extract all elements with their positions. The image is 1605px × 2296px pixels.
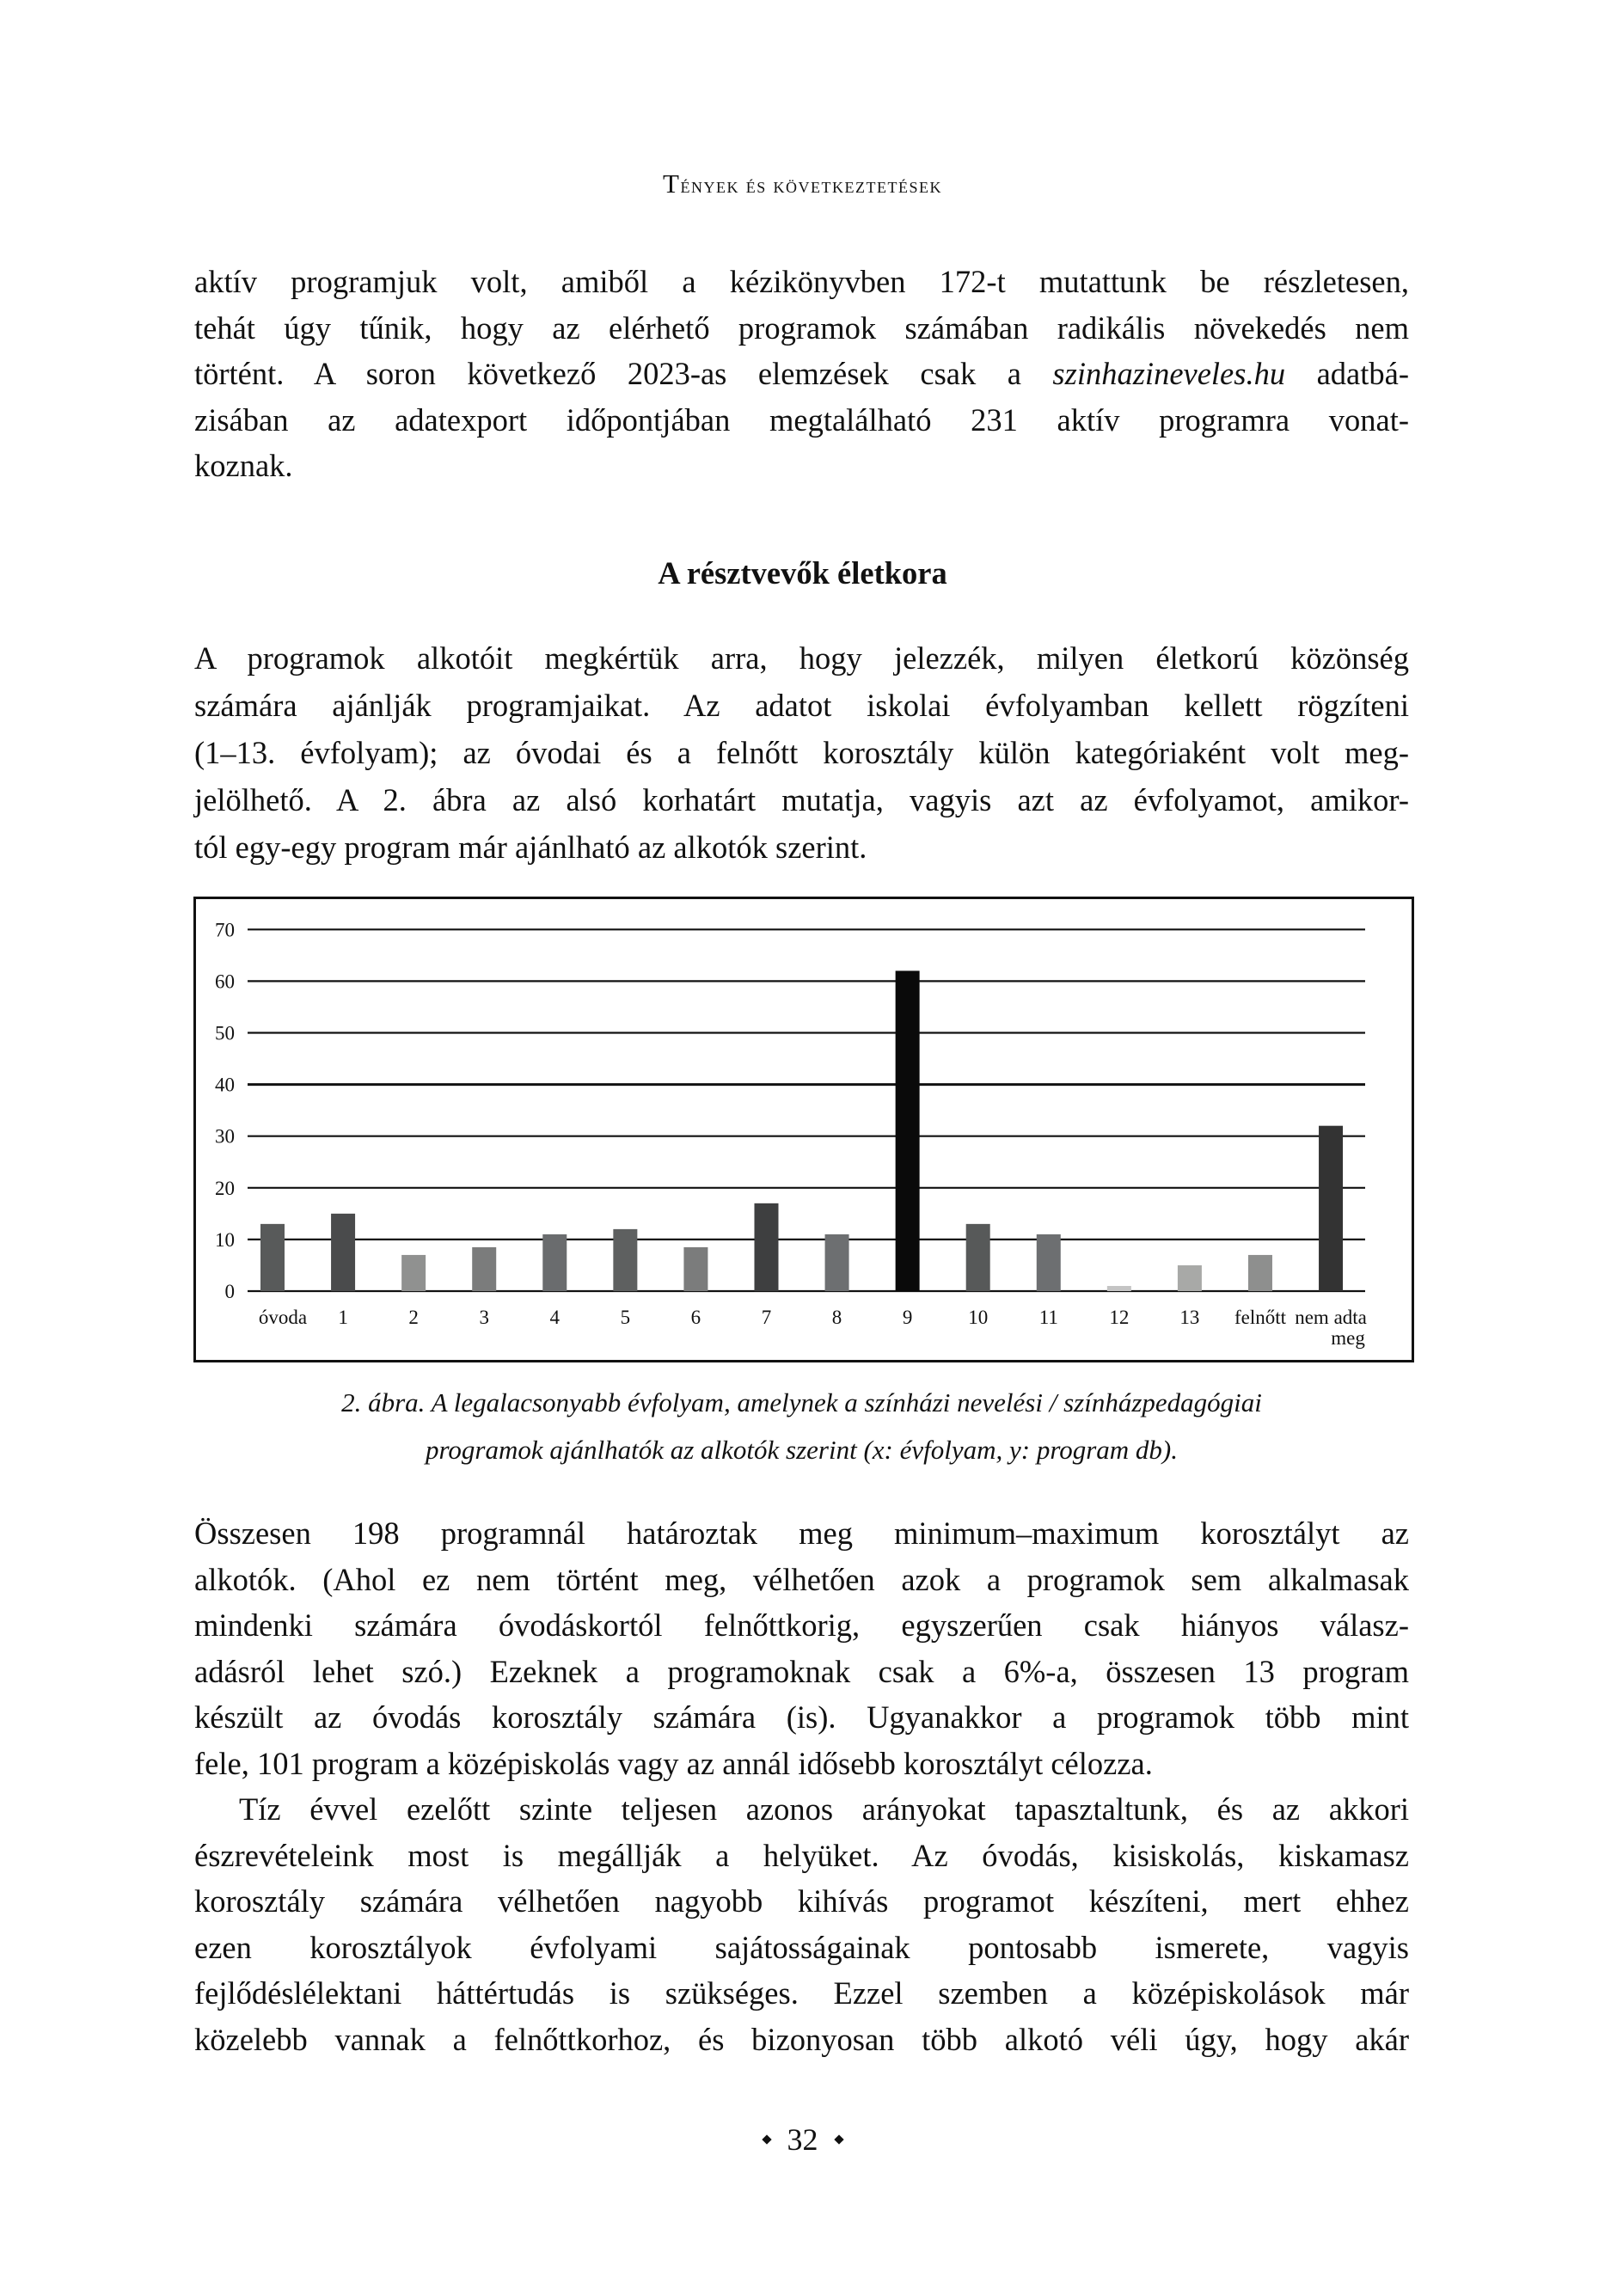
x-tick-label: nem adta [1295,1307,1367,1328]
bar [754,1203,778,1291]
text-line: A programok alkotóit megkértük arra, hogy jelezzék, milyen életkorú közönség [194,640,1409,676]
bar [1178,1265,1202,1291]
bar-chart-plot [196,899,1412,1360]
paragraph-4 [194,1786,1409,2062]
text-line: alkotók. (Ahol ez nem történt meg, vélhetően azok a programok sem alkalmasak [194,1561,1409,1597]
bar [966,1224,990,1291]
paragraph-1 [194,259,1409,489]
text-line: észrevételeink most is megállják a helyüket. Az óvodás, kisiskolás, kiskamasz [194,1837,1409,1873]
y-tick-label: 60 [215,970,235,993]
x-tick-label: 1 [338,1307,348,1328]
text-line: (1–13. évfolyam); az óvodai és a felnőtt korosztály külön kategóriaként volt meg- [194,735,1409,770]
text-line: fele, 101 program a középiskolás vagy az annál idősebb korosztályt célozza. [194,1745,1153,1781]
y-tick-label: 20 [215,1177,235,1199]
page-number: 32 [787,2122,818,2157]
bar [1037,1234,1061,1291]
caption-line: programok ajánlhatók az alkotók szerint (x: évfolyam, y: program db). [425,1435,1179,1465]
diamond-bullet-icon [834,2134,843,2144]
bar-chart [193,897,1414,1362]
text-line: adásról lehet szó.) Ezeknek a programoknak csak a 6%-a, összesen 13 program [194,1653,1409,1689]
text-fragment: történt. A soron következő 2023-as elemzések csak a [194,356,1053,391]
bar [825,1234,849,1291]
running-head: Tények és következtetések [663,168,942,199]
text-line: mindenki számára óvodáskortól felnőttkorig, egyszerűen csak hiányos válasz- [194,1607,1409,1643]
x-tick-label: 2 [408,1307,419,1328]
text-line: közelebb vannak a felnőttkorhoz, és bizonyosan több alkotó véli úgy, hogy akár [194,2021,1409,2057]
figure-caption [194,1379,1409,1473]
text-line: koznak. [194,448,293,483]
text-line: Tíz évvel ezelőtt szinte teljesen azonos arányokat tapasztaltunk, és az akkori [239,1791,1409,1827]
bar [896,970,920,1291]
y-tick-label: 10 [215,1228,235,1251]
x-tick-label: 11 [1038,1307,1058,1328]
diamond-bullet-icon [762,2134,771,2144]
y-tick-label: 70 [215,919,235,941]
text-line: ezen korosztályok évfolyami sajátosságainak pontosabb ismerete, vagyis [194,1929,1409,1965]
bar [1107,1286,1131,1291]
bar [542,1234,567,1291]
text-line: jelölhető. A 2. ábra az alsó korhatárt mutatja, vagyis azt az évfolyamot, amikor- [194,782,1409,817]
y-tick-label: 40 [215,1074,235,1096]
website-name: szinhazineveles.hu [1052,356,1286,391]
bar [683,1247,708,1291]
x-tick-label: 9 [902,1307,913,1328]
bar [260,1224,285,1291]
x-tick-label: 10 [968,1307,989,1328]
bar [401,1255,426,1291]
bar [331,1214,355,1291]
x-tick-label: meg [1331,1327,1365,1349]
text-line: aktív programjuk volt, amiből a kézikönyvben 172-t mutattunk be részletesen, [194,264,1409,299]
x-tick-label: 4 [549,1307,561,1328]
text-line: készült az óvodás korosztály számára (is). Ugyanakkor a programok több mint [194,1699,1409,1735]
x-tick-label: 5 [620,1307,631,1328]
text-line: fejlődéslélektani háttértudás is szükséges. Ezzel szemben a középiskolások már [194,1975,1409,2011]
text-line: zisában az adatexport időpontjában megtalálható 231 aktív programra vonat- [194,401,1409,438]
text-line: korosztály számára vélhetően nagyobb kihívás programot készíteni, mert ehhez [194,1883,1409,1919]
paragraph-2 [194,634,1409,871]
text-line-with-link [194,351,1409,397]
x-tick-label: 8 [831,1307,842,1328]
x-tick-label: 3 [479,1307,489,1328]
bar [1319,1126,1343,1291]
caption-line: 2. ábra. A legalacsonyabb évfolyam, amelynek a színházi nevelési / színházpedagógiai [341,1387,1262,1417]
x-tick-label: 7 [761,1307,772,1328]
text-line: Összesen 198 programnál határoztak meg minimum–maximum korosztályt az [194,1515,1409,1551]
x-tick-label: 6 [690,1307,701,1328]
text-line: számára ajánlják programjaikat. Az adatot iskolai évfolyamban kellett rögzíteni [194,688,1409,723]
section-heading: A résztvevők életkora [658,555,947,591]
y-tick-label: 0 [224,1281,235,1302]
bar [472,1247,496,1291]
y-tick-label: 30 [215,1125,235,1148]
x-tick-label: óvoda [258,1307,308,1328]
text-fragment: adatbá- [1285,356,1409,391]
y-tick-label: 50 [215,1022,235,1044]
x-tick-label: 13 [1179,1307,1200,1328]
bar [613,1229,637,1291]
x-tick-label: 12 [1109,1307,1130,1328]
page-number-footer [0,2122,1605,2158]
text-line: tól egy-egy program már ajánlható az alkotók szerint. [194,830,867,865]
bar [1248,1255,1272,1291]
paragraph-3 [194,1510,1409,1786]
x-tick-label: felnőtt [1234,1307,1287,1328]
text-line: tehát úgy tűnik, hogy az elérhető programok számában radikális növekedés nem [194,309,1409,346]
